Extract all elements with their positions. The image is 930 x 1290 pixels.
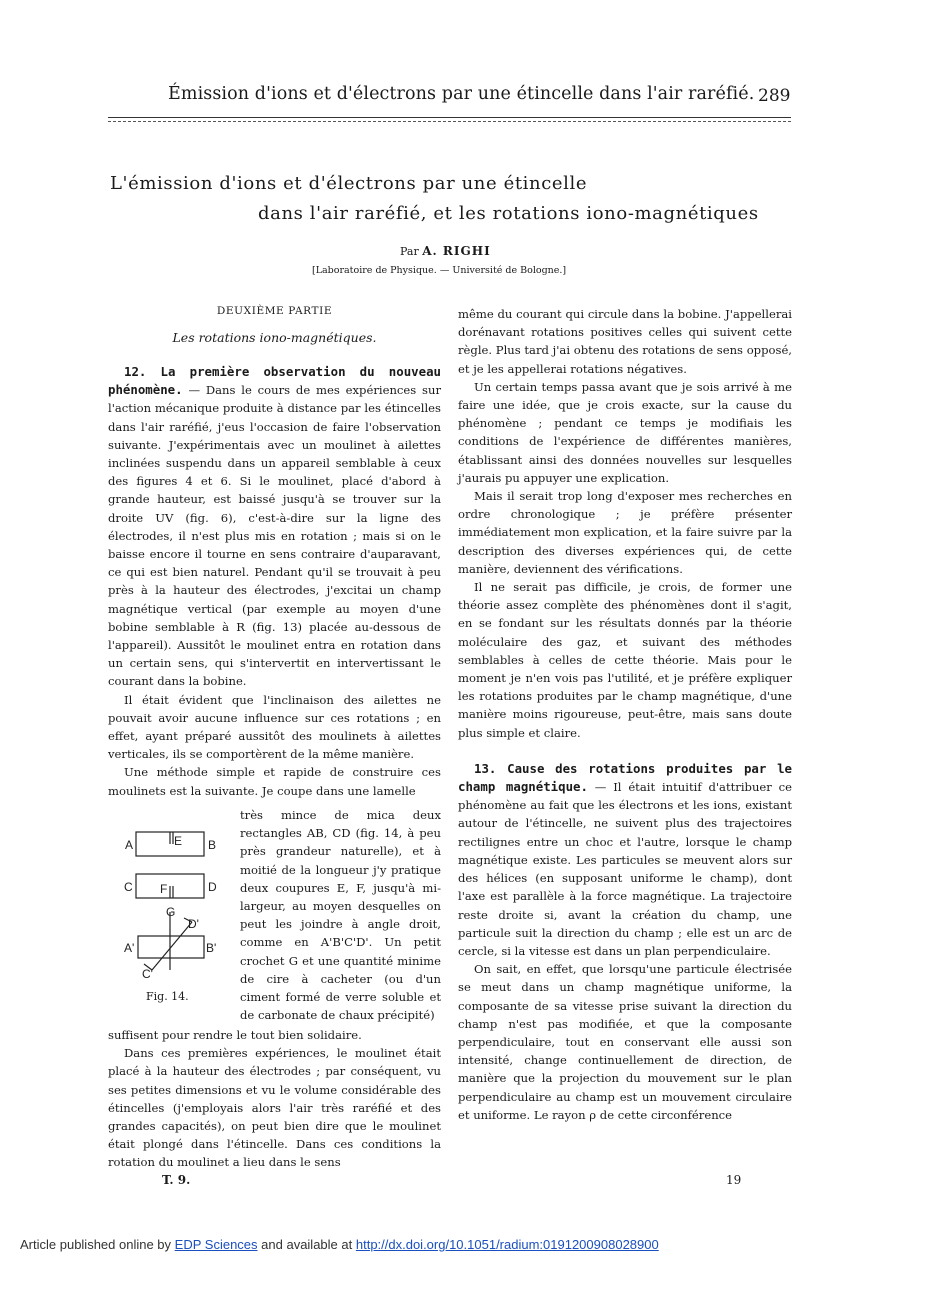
label-b-prime: B' [206,941,217,955]
label-b: B [208,838,217,852]
affiliation: [Laboratoire de Physique. — Université de Bologne.] [312,265,567,276]
part-heading: DEUXIÈME PARTIE [216,305,333,317]
running-title: Émission d'ions et d'électrons par une étincelle dans l'air raréfié. [168,84,755,104]
publisher-banner [20,1237,659,1252]
text-beside-figure: très mince de mica deux rectangles AB, CD (fig. 14, à peu près grandeur naturelle), et à moitié de la longueur j'y pratique deux coupures E, F, jusqu'à mi-largeur, au moyen desquelles on peut les joindre à angle droit, comme en A'B'C'D'. Un petit crochet G et une quantité minime de cire à cacheter (ou d'un ciment formé de verre soluble et de carbonate de chaux précipité) [240,808,441,1023]
cross-blade [152,922,192,970]
left-paragraph-3-start: Une méthode simple et rapide de construire ces moulinets est la suivante. Je coupe dans une lamelle [108,765,441,798]
label-f: F [160,882,168,896]
label-g: G [166,905,176,919]
byline [400,244,491,258]
right-paragraph-1: même du courant qui circule dans la bobine. J'appellerai dorénavant rotations positives celles qui suivent cette règle. Plus tard j'ai obtenu des rotations de sens opposé, et je les appellerai rotations négatives. [458,307,792,376]
article-title-line2: dans l'air raréfié, et les rotations iono-magnétiques [258,203,759,224]
article-title-line1: L'émission d'ions et d'électrons par une étincelle [110,173,588,194]
footer-volume: T. 9. [162,1173,191,1187]
byline-prefix: Par [400,245,419,258]
banner-text-2: and available at [261,1237,353,1252]
label-d: D [208,880,217,894]
section-13-paragraph: — Il était intuitif d'attribuer ce phénomène au fait que les électrons et les ions, existant autour de l'étincelle, ne suivent plus des trajectoires rectilignes entre un choc et l'autre, lorsque le champ magnétique existe. Les particules se meuvent alors sur des hélices (en supposant uniforme le champ), dont l'axe est parallèle à la force magnétique. La trajectoire reste droite si, avant la création du champ, une particule suit la direction du champ ; elle est un arc de cercle, si la vitesse est dans un plan perpendiculaire. [458,780,792,958]
author-name: A. RIGHI [422,244,491,258]
section-12-paragraph: — Dans le cours de mes expériences sur l'action mécanique produite à distance par les étincelles dans l'air raréfié, j'eus l'occasion de faire l'observation suivante. J'expérimentais avec un moulinet à ailettes inclinées suspendu dans un appareil semblable à ceux des figures 4 et 6. Si le moulinet, placé d'abord à grande hauteur, est baissé jusqu'à se trouver sur la droite UV (fig. 6), c'est-à-dire sur la ligne des électrodes, il n'est plus mis en rotation ; mais si on le baisse encore il tourne en sens contraire d'auparavant, ce qui est bien naturel. Pendant qu'il se trouvait à peu près à la hauteur des électrodes, j'excitai un champ magnétique vertical (par exemple au moyen d'une bobine semblable à R (fig. 13) placée au-dessous de l'appareil). Aussitôt le moulinet entra en rotation dans un certain sens, qui s'intervertit en intervertissant le courant dans la bobine. [108,383,441,689]
left-column-bottom [108,1026,441,1172]
left-column-top [108,363,441,800]
label-c-prime: C' [142,967,153,981]
left-paragraph-3-end: suffisent pour rendre le tout bien solidaire. [108,1028,362,1042]
label-e: E [174,834,183,848]
figure-14 [118,818,228,1008]
footer-signature: 19 [726,1173,742,1187]
label-d-prime: D' [188,917,199,931]
page-number: 289 [758,86,791,106]
label-c: C [124,880,133,894]
right-paragraph-2: Un certain temps passa avant que je sois arrivé à me faire une idée, que je crois exacte, sur la cause du phénomène ; pendant ce temps je modifiais les conditions de l'expérience de différentes manières, établissant ainsi des données nouvelles sur lesquelles j'aurais pu appuyer une explication. [458,379,792,485]
figure-caption: Fig. 14. [146,990,189,1003]
left-paragraph-4: Dans ces premières expériences, le moulinet était placé à la hauteur des électrodes ; par conséquent, vu ses petites dimensions et vu le volume considérable des étincelles (j'employais alors l'air très raréfié et des grandes capacités), on peut bien dire que le moulinet était plongé dans l'étincelle. Dans ces conditions la rotation du moulinet a lieu dans le sens [108,1046,441,1170]
left-paragraph-2: Il était évident que l'inclinaison des ailettes ne pouvait avoir aucune influence sur ces rotations ; en effet, ayant préparé aussitôt des moulinets à ailettes verticales, ils se comportèrent de la même manière. [108,692,441,762]
right-paragraph-6: On sait, en effet, que lorsqu'une particule électrisée se meut dans un champ magnétique uniforme, la composante de sa vitesse prise suivant la direction du champ n'est pas modifiée, et que la composante perpendiculaire, tout en conservant elle aussi son intensité, change continuellement de direction, de manière que la projection du mouvement sur le plan perpendiculaire au champ est un mouvement circulaire et uniforme. Le rayon ρ de cette circonférence [458,962,792,1122]
section-13-heading: 13. Cause des rotations produites par le champ magnétique. [458,760,792,795]
doi-link[interactable]: http://dx.doi.org/10.1051/radium:0191200908028900 [355,1237,659,1252]
right-column [458,305,792,1124]
right-paragraph-3: Mais il serait trop long d'exposer mes recherches en ordre chronologique ; je préfère présenter immédiatement mon explication, et la faire suivre par la description des diverses expériences qui, de cette manière, deviennent des vérifications. [458,489,792,576]
section-subtitle: Les rotations iono-magnétiques. [172,330,377,345]
banner-text-1: Article published online by [20,1237,172,1252]
right-paragraph-4: Il ne serait pas difficile, je crois, de former une théorie assez complète des phénomènes dont il s'agit, en se fondant sur les résultats donnés par la théorie moléculaire des gaz, et suivant des méthodes semblables à celles de cette théorie. Mais pour le moment je n'en vois pas l'utilité, et je préfère expliquer les rotations produites par le champ magnétique, d'une manière moins rigoureuse, peut-être, mais sans doute plus simple et claire. [458,580,792,740]
section-12-heading: 12. La première observation du nouveau phénomène. [108,364,441,398]
header-rule [108,117,791,118]
label-a-prime: A' [124,941,135,955]
label-a: A [125,838,134,852]
edp-sciences-link[interactable]: EDP Sciences [174,1237,258,1252]
header-rule-dashed [108,121,791,122]
